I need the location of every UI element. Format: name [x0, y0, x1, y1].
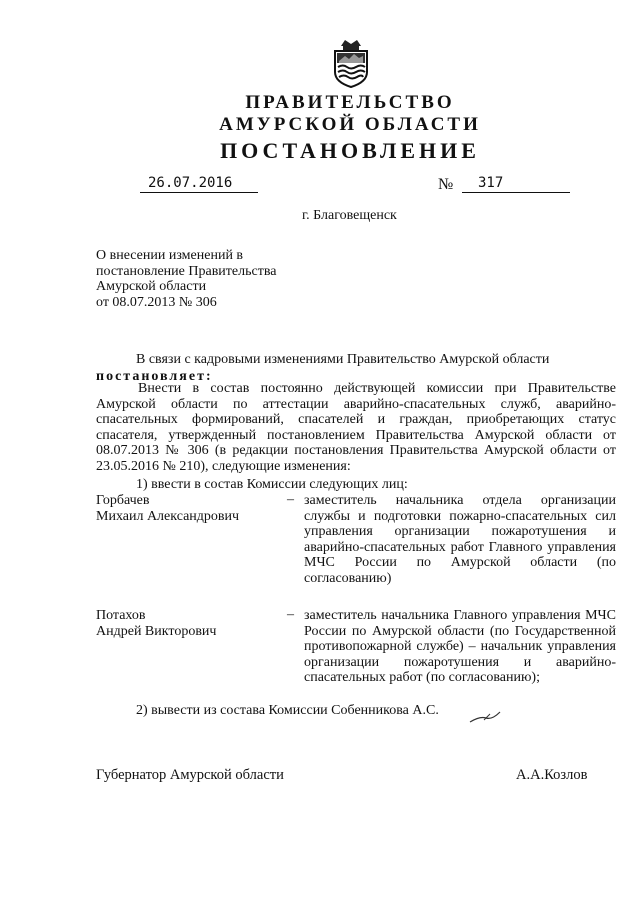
subject-line: постановление Правительства [96, 263, 277, 279]
document-date: 26.07.2016 [148, 175, 233, 191]
government-name-line2: АМУРСКОЙ ОБЛАСТИ [219, 114, 481, 135]
number-underline [462, 192, 570, 193]
signatory-name: А.А.Козлов [516, 767, 588, 783]
member-surname: Горбачев [96, 493, 150, 508]
item2-paragraph: 2) вывести из состава Комиссии Собенникова А.С. [136, 703, 439, 718]
document-number: 317 [478, 175, 504, 191]
member-given-name: Андрей Викторович [96, 623, 217, 639]
member-name [96, 608, 276, 639]
document-city: г. Благовещенск [302, 208, 397, 223]
member-surname: Потахов [96, 608, 146, 623]
coat-of-arms-icon [329, 38, 373, 88]
member-name [96, 493, 276, 524]
subject-line: от 08.07.2013 № 306 [96, 294, 217, 310]
number-sign: № [438, 176, 454, 193]
government-name-line1: ПРАВИТЕЛЬСТВО [245, 92, 455, 113]
subject-line: О внесении изменений в [96, 248, 244, 263]
handwritten-mark-icon [466, 706, 506, 730]
member-given-name: Михаил Александрович [96, 508, 240, 524]
main-paragraph: Внести в состав постоянно действующей комиссии при Правительстве Амурской области по аттестации аварийно-спасательных служб, аварийно-спасательных формирований, спасателей и граждан, приобретающих статус спасателя, утвержденный постановлением Правительства Амурской области от 08.07.2013 № 306 (в редакции постановления Правительства Амурской области от 23.05.2016 № 210), следующие изменения: [96, 381, 616, 474]
member-role: заместитель начальника Главного управления МЧС России по Амурской области (по Государственной противопожарной службе) – начальник управления организации пожаротушения и аварийно-спасательных работ (по согласованию); [304, 608, 616, 686]
member-role: заместитель начальника отдела организации службы и подготовки пожарно-спасательных сил управления организации пожаротушения и аварийно-спасательных работ Главного управления МЧС России по Амурской области (по согласованию) [304, 493, 616, 586]
signatory-position: Губернатор Амурской области [96, 767, 284, 783]
subject-line: Амурской области [96, 279, 207, 294]
member-dash: – [287, 492, 294, 507]
date-underline [140, 192, 258, 193]
intro-paragraph: В связи с кадровыми изменениями Правительство Амурской области [136, 352, 550, 367]
item1-paragraph: 1) ввести в состав Комиссии следующих лиц: [136, 477, 408, 492]
document-type-title: ПОСТАНОВЛЕНИЕ [220, 138, 480, 163]
member-dash: – [287, 607, 294, 622]
document-subject [96, 248, 336, 310]
resolves-keyword: постановляет: [96, 369, 213, 384]
